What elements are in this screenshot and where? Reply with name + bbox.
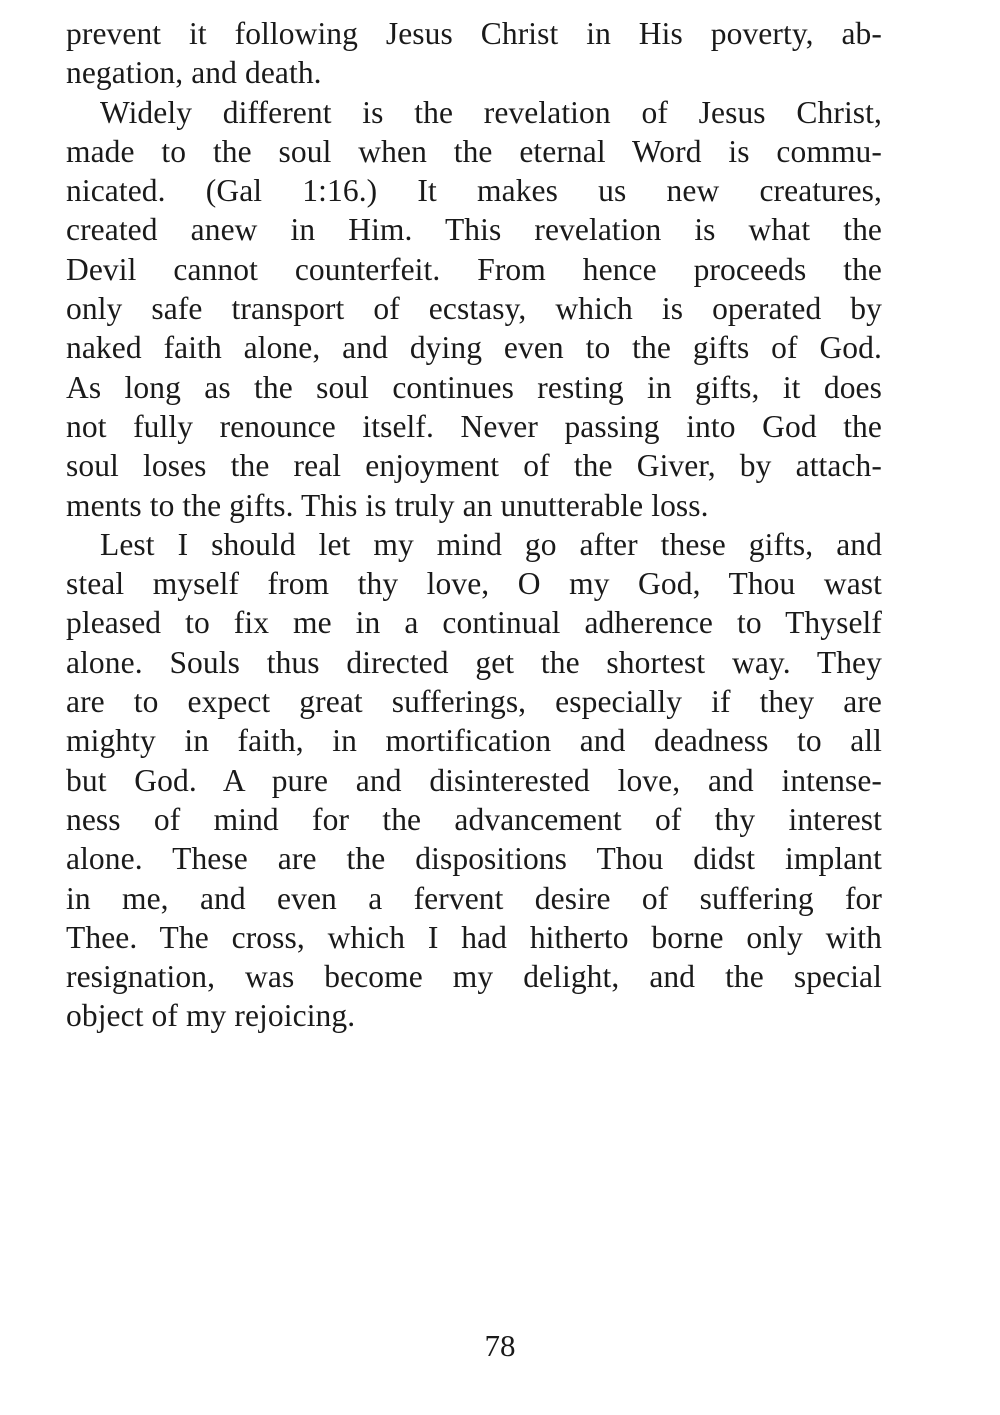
text-line: not fully renounce itself. Never passing into God the	[66, 408, 882, 444]
text-line: naked faith alone, and dying even to the gifts of God.	[66, 330, 882, 366]
text-line: ness of mind for the advancement of thy interest	[66, 801, 882, 837]
text-line: alone. Souls thus directed get the shortest way. They	[66, 644, 882, 680]
text-line: negation, and death.	[66, 55, 322, 91]
text-line: are to expect great sufferings, especially if they are	[66, 684, 882, 720]
text-line: made to the soul when the eternal Word is commu-	[66, 133, 882, 169]
text-line: soul loses the real enjoyment of the Giver, by attach-	[66, 448, 882, 484]
body-text	[66, 14, 882, 1036]
text-line: mighty in faith, in mortification and deadness to all	[66, 723, 882, 759]
text-line: but God. A pure and disinterested love, and intense-	[66, 762, 882, 798]
text-line: Devil cannot counterfeit. From hence proceeds the	[66, 251, 882, 287]
text-line: only safe transport of ecstasy, which is operated by	[66, 291, 882, 327]
text-line: nicated. (Gal 1:16.) It makes us new creatures,	[66, 173, 882, 209]
paragraph-start-line: Lest I should let my mind go after these gifts, and	[100, 526, 882, 562]
text-line: prevent it following Jesus Christ in His poverty, ab-	[66, 16, 882, 51]
text-line: alone. These are the dispositions Thou didst implant	[66, 841, 882, 877]
text-line: Thee. The cross, which I had hitherto borne only with	[66, 919, 882, 955]
paragraph-start-line: Widely different is the revelation of Jesus Christ,	[100, 94, 882, 130]
page-number: 78	[484, 1328, 516, 1363]
text-line: pleased to fix me in a continual adherence to Thyself	[66, 605, 882, 641]
text-line: As long as the soul continues resting in gifts, it does	[66, 369, 882, 405]
text-line: in me, and even a fervent desire of suffering for	[66, 880, 882, 916]
text-line: ments to the gifts. This is truly an unutterable loss.	[66, 487, 709, 523]
text-line: object of my rejoicing.	[66, 998, 356, 1034]
text-line: resignation, was become my delight, and the special	[66, 959, 882, 995]
text-line: steal myself from thy love, O my God, Thou wast	[66, 566, 882, 602]
text-line: created anew in Him. This revelation is what the	[66, 212, 882, 248]
